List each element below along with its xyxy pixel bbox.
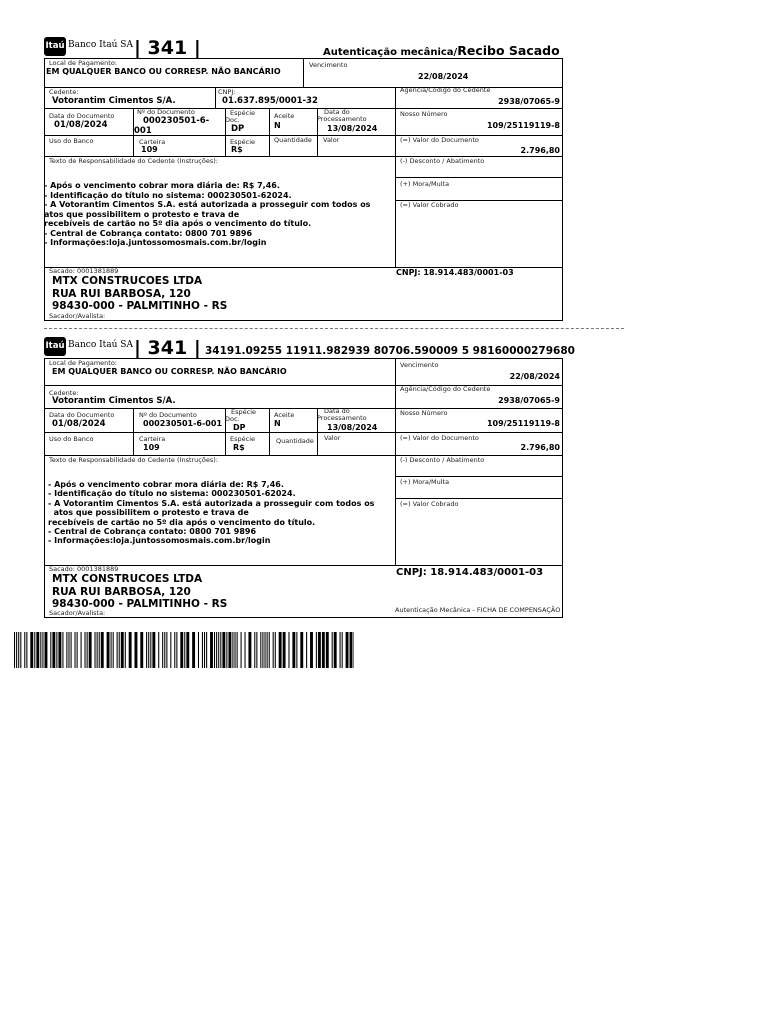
- cnpj-label: CNPJ:: [218, 88, 236, 96]
- sacado-address: RUA RUI BARBOSA, 120: [52, 288, 191, 300]
- barcode-bar: [334, 632, 337, 668]
- cut-line: [44, 328, 624, 329]
- barcode-bar: [170, 632, 171, 668]
- barcode-bar: [24, 632, 25, 668]
- barcode-bar: [256, 632, 257, 668]
- aceite: N: [274, 419, 281, 428]
- instrucao-line: - Central de Cobrança contato: 0800 701 9896: [44, 229, 253, 238]
- barcode-bar: [245, 632, 246, 668]
- especie-doc-label: Espécie: [230, 109, 255, 117]
- barcode-bar: [228, 632, 231, 668]
- cedente-label: Cedente:: [49, 389, 79, 397]
- barcode-bar: [226, 632, 227, 668]
- sacado-city: 98430-000 - PALMITINHO - RS: [52, 300, 228, 312]
- barcode-bar: [18, 632, 19, 668]
- barcode-bar: [316, 632, 317, 668]
- barcode-bar: [81, 632, 82, 668]
- carteira: 109: [143, 443, 160, 452]
- instrucao-line: - Após o vencimento cobrar mora diária de: R$ 7,46.: [44, 181, 280, 190]
- sacado-name: MTX CONSTRUCOES LTDA: [52, 275, 203, 287]
- linha-digitavel: 34191.09255 11911.982939 80706.590009 5 98160000279680: [205, 345, 575, 357]
- bank-name: Banco Itaú SA: [68, 40, 133, 50]
- barcode-bar: [346, 632, 349, 668]
- especie-doc: DP: [231, 124, 245, 134]
- barcode-bar: [254, 632, 255, 668]
- barcode-bar: [237, 632, 238, 668]
- barcode-bar: [121, 632, 124, 668]
- especie-label: Espécie: [230, 138, 255, 146]
- data-processamento-label: Data do: [324, 407, 350, 415]
- especie-label: Espécie: [230, 435, 255, 443]
- vencimento: 22/08/2024: [509, 372, 560, 381]
- barcode-bar: [148, 632, 149, 668]
- aceite: N: [274, 121, 281, 130]
- barcode-bar: [288, 632, 289, 668]
- vencimento: 22/08/2024: [418, 72, 469, 81]
- barcode-bar: [241, 632, 242, 668]
- agencia: 2938/07065-9: [498, 97, 560, 106]
- barcode-bar: [117, 632, 118, 668]
- barcode-bar: [125, 632, 126, 668]
- barcode-bar: [162, 632, 163, 668]
- quantidade-label: Quantidade: [274, 136, 312, 144]
- agencia-label: Agência/Código do Cedente: [400, 385, 491, 393]
- valor-documento-label: (=) Valor do Documento: [400, 136, 479, 144]
- local-pagamento-label: Local de Pagamento:: [49, 359, 117, 367]
- local-pagamento: EM QUALQUER BANCO OU CORRESP. NÃO BANCÁRIO: [52, 367, 287, 376]
- aceite-label: Aceite: [274, 411, 295, 419]
- instrucao-line: - A Votorantim Cimentos S.A. está autorizada a prosseguir com todos os: [44, 200, 371, 209]
- barcode-bar: [210, 632, 213, 668]
- barcode-bar: [152, 632, 155, 668]
- barcode-bar: [310, 632, 313, 668]
- sacador-label: Sacador/Avalista:: [49, 312, 106, 320]
- barcode-bar: [58, 632, 61, 668]
- especie-doc-label-2: Doc.: [225, 415, 240, 423]
- cedente: Votorantim Cimentos S/A.: [52, 96, 176, 106]
- barcode-bar: [206, 632, 207, 668]
- barcode-bar: [20, 632, 21, 668]
- barcode-bar: [275, 632, 276, 668]
- barcode-bar: [150, 632, 151, 668]
- barcode-bar: [140, 632, 143, 668]
- itau-logo: Itaú: [44, 37, 66, 56]
- bank-code: | 341 |: [134, 37, 201, 59]
- barcode-bar: [158, 632, 159, 668]
- barcode-bar: [30, 632, 33, 668]
- especie-doc-label-2: Doc.: [225, 116, 240, 124]
- barcode-bar: [174, 632, 175, 668]
- vencimento-label: Vencimento: [400, 361, 439, 369]
- barcode-bar: [36, 632, 39, 668]
- data-processamento-label-2: Processamento: [317, 414, 367, 422]
- barcode-bar: [129, 632, 132, 668]
- especie-doc: DP: [233, 423, 246, 432]
- valor-documento-label: (=) Valor do Documento: [400, 434, 479, 442]
- nosso-numero: 109/25119119-8: [486, 419, 560, 428]
- barcode-bar: [52, 632, 55, 668]
- data-documento-label: Data do Documento: [49, 112, 115, 120]
- instrucao-line: atos que possibilitem o protesto e trava de: [44, 210, 240, 219]
- cedente-label: Cedente:: [49, 88, 79, 96]
- quantidade-label: Quantidade: [276, 437, 314, 445]
- barcode-bar: [75, 632, 76, 668]
- barcode-bar: [45, 632, 48, 668]
- instrucao-line: recebíveis de cartão no 5º dia após o vencimento do título.: [48, 518, 316, 527]
- cedente-cnpj: 01.637.895/0001-32: [222, 96, 318, 106]
- barcode-bar: [340, 632, 341, 668]
- barcode-bar: [85, 632, 86, 668]
- barcode-bar: [95, 632, 96, 668]
- agencia-label: Agência/Código do Cedente: [400, 86, 491, 94]
- barcode-bar: [260, 632, 261, 668]
- especie-doc-label: Espécie: [231, 408, 256, 416]
- barcode-bar: [216, 632, 217, 668]
- barcode-bar: [273, 632, 274, 668]
- mora-label: (+) Mora/Multa: [400, 180, 450, 188]
- barcode-bar: [26, 632, 27, 668]
- barcode-bar: [111, 632, 112, 668]
- local-pagamento-label: Local de Pagamento:: [49, 59, 117, 67]
- barcode-bar: [220, 632, 221, 668]
- instrucao-line: - Identificação do título no sistema: 000230501-62024.: [44, 191, 292, 200]
- barcode: [14, 632, 354, 668]
- num-documento-line1: 000230501-6-: [143, 116, 210, 126]
- barcode-bar: [62, 632, 63, 668]
- nosso-numero-label: Nosso Número: [400, 110, 448, 118]
- barcode-bar: [56, 632, 57, 668]
- data-documento-label: Data do Documento: [49, 411, 115, 419]
- num-documento-line2: 001: [134, 126, 152, 136]
- agencia: 2938/07065-9: [498, 396, 560, 405]
- sacado-address: RUA RUI BARBOSA, 120: [52, 586, 191, 598]
- instrucao-line: - Informações:loja.juntossomosmais.com.br/login: [48, 536, 271, 545]
- mora-label: (+) Mora/Multa: [400, 478, 450, 486]
- barcode-bar: [14, 632, 15, 668]
- barcode-bar: [186, 632, 189, 668]
- instrucoes-label: Texto de Responsabilidade do Cedente (Instruções):: [49, 456, 218, 464]
- num-documento-label: Nº do Documento: [137, 108, 195, 116]
- barcode-bar: [164, 632, 165, 668]
- barcode-bar: [184, 632, 185, 668]
- barcode-bar: [342, 632, 343, 668]
- num-documento-label: Nº do Documento: [139, 411, 197, 419]
- instrucao-line: recebíveis de cartão no 5º dia após o vencimento do título.: [44, 219, 312, 228]
- barcode-bar: [146, 632, 147, 668]
- barcode-bar: [232, 632, 233, 668]
- instrucao-line: atos que possibilitem o protesto e trava de: [48, 508, 249, 517]
- receipt-header: [323, 40, 560, 59]
- carteira-label: Carteira: [139, 435, 166, 443]
- barcode-bar: [50, 632, 51, 668]
- barcode-bar: [77, 632, 78, 668]
- barcode-bar: [192, 632, 195, 668]
- barcode-bar: [300, 632, 303, 668]
- especie: R$: [233, 443, 245, 452]
- instrucao-line: - Informações:loja.juntossomosmais.com.br/login: [44, 238, 267, 247]
- barcode-bar: [354, 632, 355, 668]
- barcode-bar: [279, 632, 282, 668]
- data-processamento: 13/08/2024: [327, 124, 378, 133]
- data-processamento-label: Data do: [324, 108, 350, 116]
- bank-name: Banco Itaú SA: [68, 340, 133, 350]
- desconto-label: (-) Desconto / Abatimento: [400, 157, 485, 165]
- barcode-bar: [235, 632, 236, 668]
- barcode-bar: [267, 632, 268, 668]
- barcode-bar: [16, 632, 17, 668]
- barcode-bar: [113, 632, 114, 668]
- valor-documento: 2.796,80: [520, 146, 560, 155]
- barcode-bar: [97, 632, 98, 668]
- instrucao-line: - Identificação do título no sistema: 000230501-62024.: [48, 489, 296, 498]
- barcode-bar: [176, 632, 177, 668]
- vencimento-label: Vencimento: [309, 61, 348, 69]
- uso-banco-label: Uso do Banco: [49, 435, 94, 443]
- barcode-bar: [204, 632, 205, 668]
- data-processamento-label-2: Processamento: [317, 115, 367, 123]
- num-documento: 000230501-6-001: [143, 419, 223, 428]
- barcode-bar: [107, 632, 110, 668]
- itau-logo: Itaú: [44, 337, 66, 356]
- valor-cobrado-label: (=) Valor Cobrado: [400, 201, 459, 209]
- barcode-bar: [135, 632, 138, 668]
- barcode-bar: [265, 632, 266, 668]
- barcode-bar: [306, 632, 307, 668]
- barcode-bar: [71, 632, 72, 668]
- barcode-bar: [318, 632, 321, 668]
- barcode-bar: [283, 632, 286, 668]
- bank-code: | 341 |: [134, 337, 201, 359]
- data-documento: 01/08/2024: [54, 120, 108, 130]
- valor-label: Valor: [324, 434, 341, 442]
- nosso-numero-label: Nosso Número: [400, 409, 448, 417]
- cedente: Votorantim Cimentos S/A.: [52, 396, 176, 406]
- autenticacao-label: Autenticação Mecânica - FICHA DE COMPENSAÇÃO: [395, 606, 561, 614]
- valor-label: Valor: [323, 136, 340, 144]
- instrucoes-label: Texto de Responsabilidade do Cedente (Instruções):: [49, 157, 218, 165]
- barcode-bar: [180, 632, 183, 668]
- receipt-header-title: Recibo Sacado: [457, 43, 560, 58]
- barcode-bar: [269, 632, 270, 668]
- barcode-bar: [68, 632, 69, 668]
- barcode-bar: [87, 632, 88, 668]
- valor-documento: 2.796,80: [520, 443, 560, 452]
- barcode-bar: [166, 632, 167, 668]
- instrucao-line: - Central de Cobrança contato: 0800 701 9896: [48, 527, 257, 536]
- barcode-bar: [89, 632, 92, 668]
- barcode-bar: [326, 632, 329, 668]
- barcode-bar: [99, 632, 100, 668]
- barcode-bar: [350, 632, 353, 668]
- barcode-bar: [296, 632, 297, 668]
- barcode-bar: [202, 632, 203, 668]
- desconto-label: (-) Desconto / Abatimento: [400, 456, 485, 464]
- barcode-bar: [332, 632, 333, 668]
- data-documento: 01/08/2024: [52, 419, 106, 429]
- receipt-header-label: Autenticação mecânica/: [323, 47, 458, 58]
- local-pagamento: EM QUALQUER BANCO OU CORRESP. NÃO BANCÁRIO: [46, 67, 281, 76]
- barcode-bar: [198, 632, 199, 668]
- barcode-bar: [101, 632, 104, 668]
- sacador-label: Sacador/Avalista:: [49, 609, 106, 617]
- aceite-label: Aceite: [274, 112, 295, 120]
- nosso-numero: 109/25119119-8: [486, 121, 560, 130]
- sacado-cnpj: CNPJ: 18.914.483/0001-03: [396, 268, 514, 277]
- barcode-bar: [222, 632, 225, 668]
- sacado-cnpj: CNPJ: 18.914.483/0001-03: [396, 567, 544, 578]
- barcode-bar: [322, 632, 325, 668]
- barcode-bar: [34, 632, 35, 668]
- instrucao-line: - A Votorantim Cimentos S.A. está autorizada a prosseguir com todos os: [48, 499, 375, 508]
- instrucao-line: - Após o vencimento cobrar mora diária de: R$ 7,46.: [48, 480, 284, 489]
- carteira: 109: [141, 145, 158, 154]
- sacado-name: MTX CONSTRUCOES LTDA: [52, 573, 203, 585]
- valor-cobrado-label: (=) Valor Cobrado: [400, 500, 459, 508]
- carteira-label: Carteira: [139, 138, 166, 146]
- barcode-bar: [248, 632, 251, 668]
- barcode-bar: [292, 632, 295, 668]
- uso-banco-label: Uso do Banco: [49, 137, 94, 145]
- barcode-bar: [119, 632, 120, 668]
- sacado-label: Sacado: 0001381889: [49, 267, 119, 275]
- barcode-bar: [66, 632, 67, 668]
- sacado-label: Sacado: 0001381889: [49, 565, 119, 573]
- especie: R$: [231, 145, 243, 154]
- barcode-bar: [262, 632, 263, 668]
- data-processamento: 13/08/2024: [327, 423, 378, 432]
- barcode-bar: [42, 632, 43, 668]
- sacado-city: 98430-000 - PALMITINHO - RS: [52, 598, 228, 610]
- barcode-bar: [214, 632, 215, 668]
- barcode-bar: [40, 632, 41, 668]
- barcode-bar: [218, 632, 219, 668]
